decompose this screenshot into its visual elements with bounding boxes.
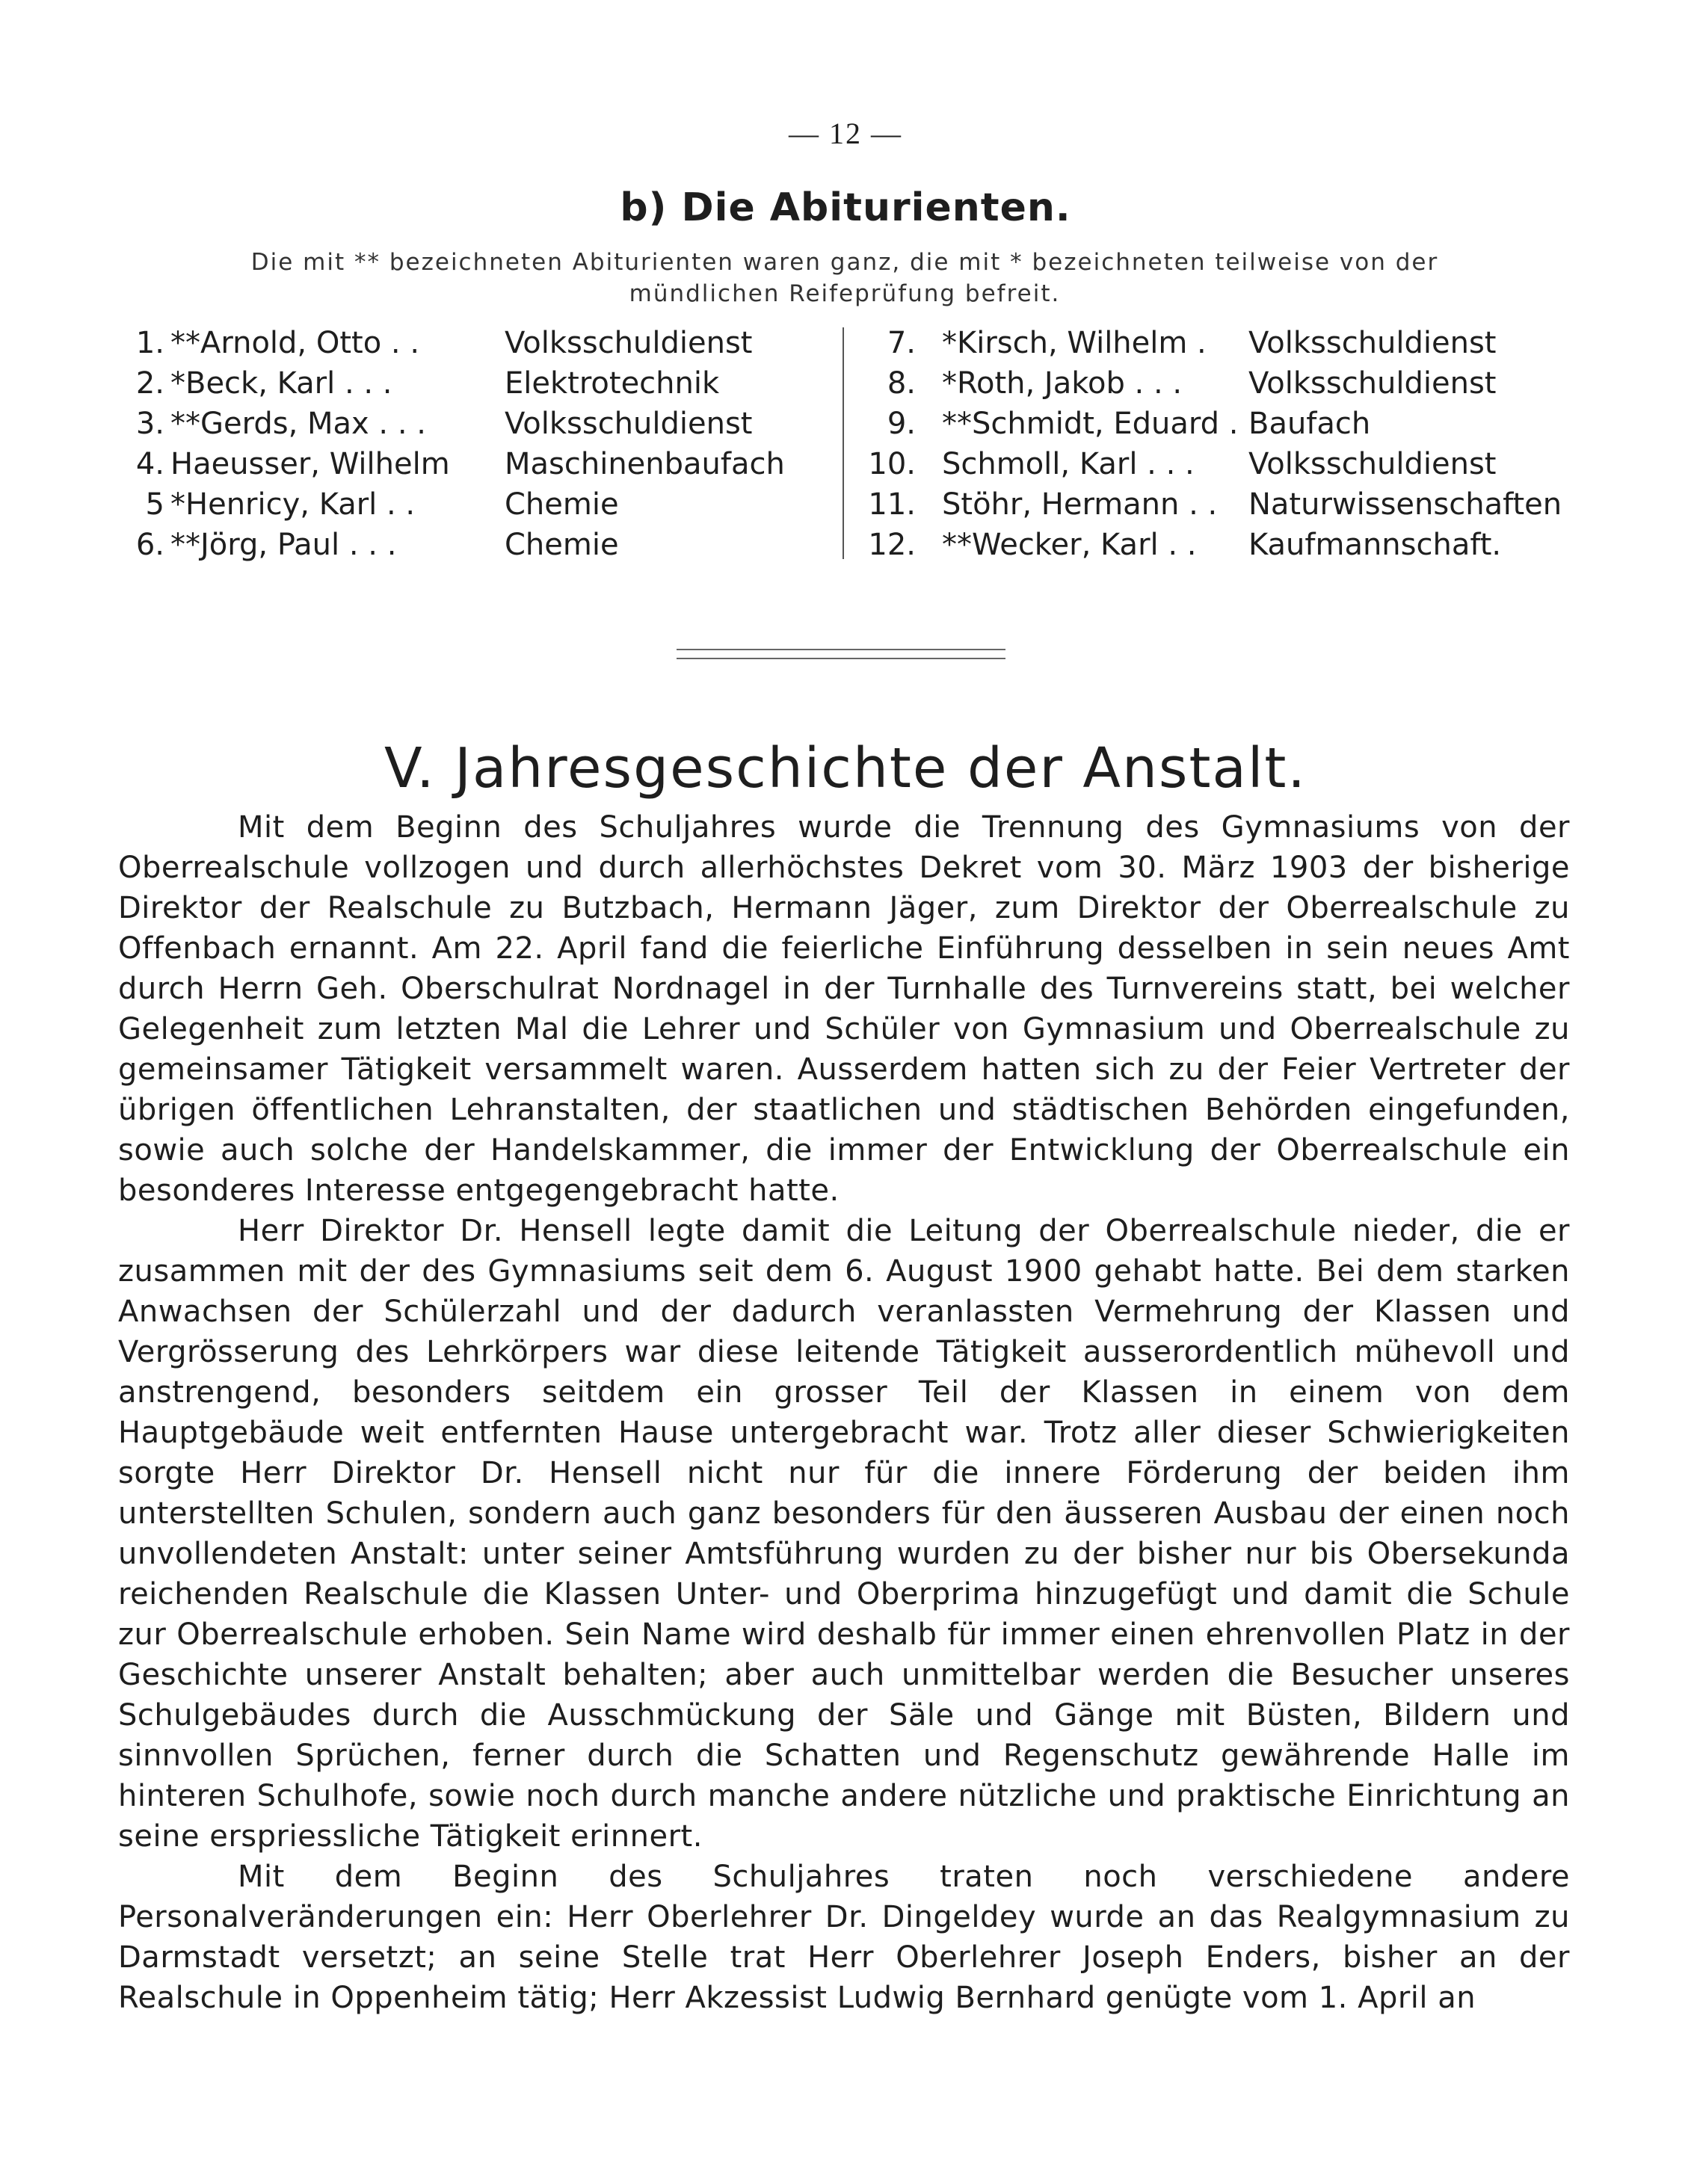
student-name: **Wecker, Karl . . bbox=[942, 528, 1197, 562]
student-name: *Henricy, Karl . . bbox=[170, 487, 416, 522]
study-field: Naturwissenschaften bbox=[1248, 487, 1562, 522]
study-field: Volksschuldienst bbox=[1248, 366, 1497, 401]
list-item bbox=[852, 363, 1570, 404]
student-name: *Roth, Jakob . . . bbox=[942, 366, 1183, 401]
study-field: Volksschuldienst bbox=[505, 326, 753, 360]
exemption-note: Die mit ** bezeichneten Abiturienten waren ganz, die mit * bezeichneten teilweise von der mündlichen Reifeprüfung befreit. bbox=[250, 249, 1439, 307]
item-number: 5 bbox=[145, 487, 164, 522]
paragraph: Mit dem Beginn des Schuljahres wurde die Trennung des Gymnasiums von der Oberrealschule vollzogen und durch allerhöchstes Dekret vom 30. März 1903 der bisherige Direktor der Realschule zu Butzbach, Hermann Jäger, zum Direktor der Oberrealschule zu Offenbach ernannt. Am 22. April fand die feierliche Einführung desselben in sein neues Amt durch Herrn Geh. Oberschulrat Nordnagel in der Turnhalle des Turnvereins statt, bei welcher Gelegenheit zum letzten Mal die Lehrer und Schüler von Gymnasium und Oberrealschule zu gemeinsamer Tätigkeit versammelt waren. Ausserdem hatten sich zu der Feier Vertreter der übrigen öffentlichen Lehranstalten, der staatlichen und städtischen Behörden eingefunden, sowie auch solche der Handelskammer, die immer der Entwicklung der Oberrealschule ein besonderes Interesse entgegengebracht hatte. bbox=[118, 810, 1570, 1208]
student-name: **Arnold, Otto . . bbox=[170, 326, 420, 360]
list-item bbox=[120, 404, 837, 444]
study-field: Volksschuldienst bbox=[505, 407, 753, 441]
item-number: 2. bbox=[135, 366, 164, 401]
student-name: *Beck, Karl . . . bbox=[170, 366, 392, 401]
page-number: — 12 — bbox=[789, 117, 902, 150]
abiturienten-list-right bbox=[852, 323, 1570, 565]
study-field: Kaufmannschaft. bbox=[1248, 528, 1502, 562]
list-item bbox=[120, 323, 837, 363]
student-name: Schmoll, Karl . . . bbox=[942, 447, 1195, 481]
paragraph: Herr Direktor Dr. Hensell legte damit die Leitung der Oberrealschule nieder, die er zusammen mit der des Gymnasiums seit dem 6. August 1900 gehabt hatte. Bei dem starken Anwachsen der Schülerzahl und der dadurch veranlassten Vermehrung der Klassen und Vergrösserung des Lehrkörpers war diese leitende Tätigkeit ausserordentlich mühevoll und anstrengend, besonders seitdem ein grosser Teil der Klassen in einem von dem Hauptgebäude weit entfernten Hause untergebracht war. Trotz aller dieser Schwierigkeiten sorgte Herr Direktor Dr. Hensell nicht nur für die innere Förderung der beiden ihm unterstellten Schulen, sondern auch ganz besonders für den äusseren Ausbau der einen noch unvollendeten Anstalt: unter seiner Amtsführung wurden zu der bisher nur bis Obersekunda reichenden Realschule die Klassen Unter- und Oberprima hinzugefügt und damit die Schule zur Oberrealschule erhoben. Sein Name wird deshalb für immer einen ehrenvollen Platz in der Geschichte unserer Anstalt behalten; aber auch unmittelbar werden die Besucher unseres Schulgebäudes durch die Ausschmückung der Säle und Gänge mit Büsten, Bildern und sinnvollen Sprüchen, ferner durch die Schatten und Regenschutz gewährende Halle im hinteren Schulhofe, sowie noch durch manche andere nützliche und praktische Einrichtung an seine erspriessliche Tätigkeit erinnert. bbox=[118, 1214, 1570, 1854]
study-field: Chemie bbox=[505, 528, 619, 562]
item-number: 11. bbox=[868, 487, 916, 522]
student-name: **Gerds, Max . . . bbox=[170, 407, 426, 441]
list-item bbox=[120, 525, 837, 565]
column-divider bbox=[843, 327, 844, 559]
student-name: Stöhr, Hermann . . bbox=[942, 487, 1218, 522]
paragraph: Mit dem Beginn des Schuljahres traten noch verschiedene andere Personalveränderungen ein: Herr Oberlehrer Dr. Dingeldey wurde an das Realgymnasium zu Darmstadt versetzt; an seine Stelle trat Herr Oberlehrer Joseph Enders, bisher an der Realschule in Oppenheim tätig; Herr Akzessist Ludwig Bernhard genügte vom 1. April an bbox=[118, 1860, 1570, 2015]
item-number: 6. bbox=[135, 528, 164, 562]
student-name: *Kirsch, Wilhelm . bbox=[942, 326, 1207, 360]
list-item bbox=[852, 484, 1570, 525]
list-item bbox=[852, 525, 1570, 565]
study-field: Baufach bbox=[1248, 407, 1371, 441]
item-number: 9. bbox=[887, 407, 916, 441]
list-item bbox=[852, 444, 1570, 484]
section-body bbox=[118, 807, 1570, 2018]
student-name: Haeusser, Wilhelm bbox=[170, 447, 450, 481]
student-name: **Jörg, Paul . . . bbox=[170, 528, 397, 562]
list-item bbox=[852, 404, 1570, 444]
abiturienten-list-left bbox=[120, 323, 837, 565]
item-number: 10. bbox=[868, 447, 916, 481]
section-title: V. Jahresgeschichte der Anstalt. bbox=[384, 736, 1307, 801]
list-item bbox=[120, 484, 837, 525]
list-item bbox=[852, 323, 1570, 363]
study-field: Maschinenbaufach bbox=[505, 447, 785, 481]
item-number: 4. bbox=[135, 447, 164, 481]
list-item bbox=[120, 444, 837, 484]
study-field: Chemie bbox=[505, 487, 619, 522]
item-number: 1. bbox=[135, 326, 164, 360]
study-field: Volksschuldienst bbox=[1248, 326, 1497, 360]
subheading: b) Die Abiturienten. bbox=[620, 185, 1071, 230]
double-rule-divider bbox=[677, 649, 1005, 659]
study-field: Elektrotechnik bbox=[505, 366, 720, 401]
item-number: 7. bbox=[887, 326, 916, 360]
item-number: 3. bbox=[135, 407, 164, 441]
item-number: 8. bbox=[887, 366, 916, 401]
student-name: **Schmidt, Eduard . bbox=[942, 407, 1239, 441]
study-field: Volksschuldienst bbox=[1248, 447, 1497, 481]
list-item bbox=[120, 363, 837, 404]
item-number: 12. bbox=[868, 528, 916, 562]
